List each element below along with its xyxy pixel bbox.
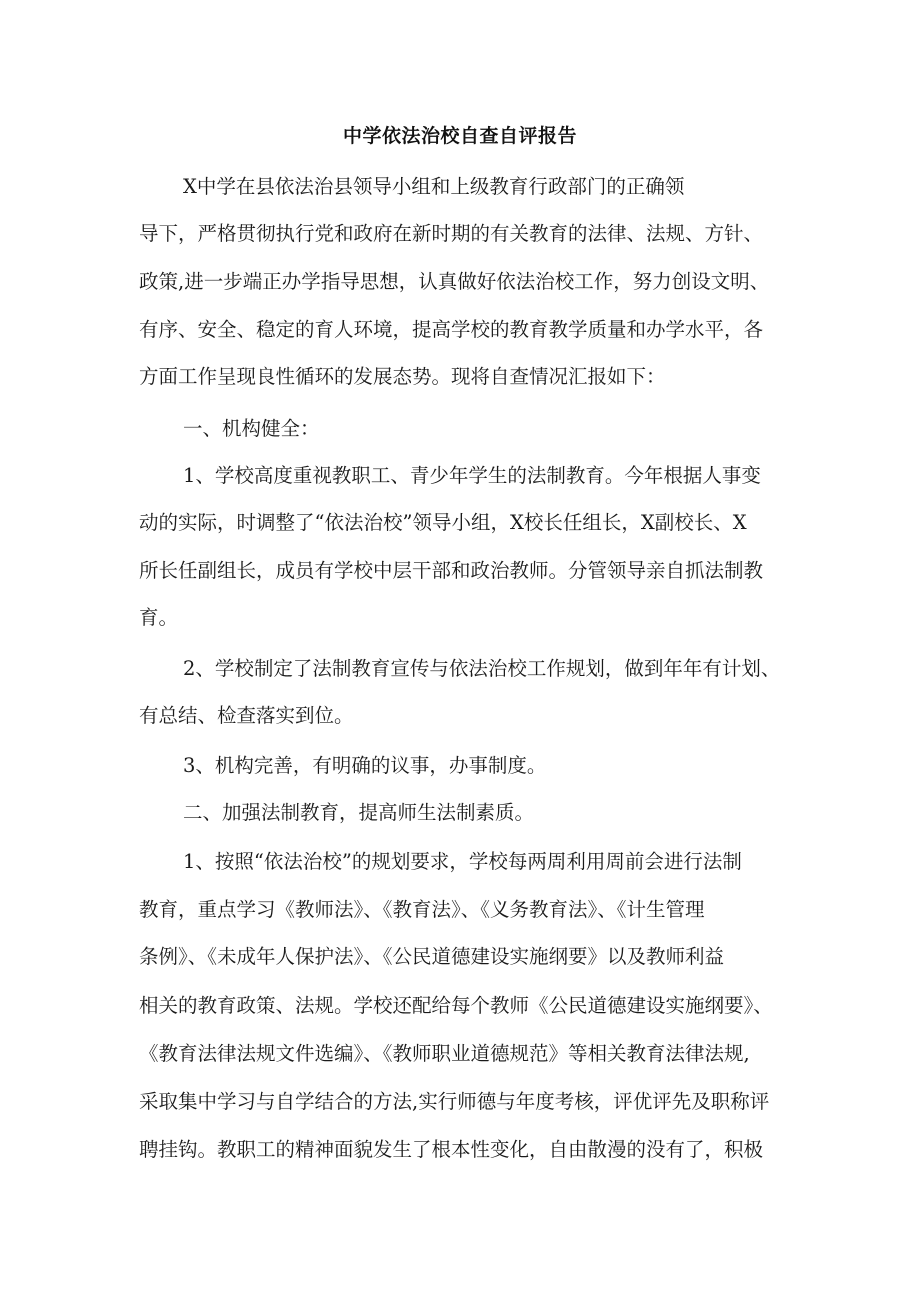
paragraph-line: 采取集中学习与自学结合的方法,实行师德与年度考核，评优评先及职称评 (139, 1090, 770, 1113)
paragraph-line: 教育，重点学习《教师法》、《教育法》、《义务教育法》、《计生管理 (139, 898, 705, 921)
paragraph-line: 有总结、检查落实到位。 (139, 704, 354, 727)
paragraph-line: 1、按照“依法治校”的规划要求，学校每两周利用周前会进行法制 (183, 850, 742, 873)
paragraph-line: 相关的教育政策、法规。学校还配给每个教师《公民道德建设实施纲要》、 (139, 994, 773, 1017)
paragraph-line: 政策,进一步端正办学指导思想，认真做好依法治校工作，努力创设文明、 (139, 270, 770, 293)
section-heading: 一、机构健全： (183, 417, 320, 440)
paragraph-line: 《教育法律法规文件选编》、《教师职业道德规范》等相关教育法律法规, (139, 1042, 750, 1065)
paragraph-line: 方面工作呈现良性循环的发展态势。现将自查情况汇报如下： (139, 365, 666, 388)
paragraph-line: 聘挂钩。教职工的精神面貌发生了根本性变化，自由散漫的没有了，积极 (139, 1138, 764, 1161)
paragraph-line: X中学在县依法治县领导小组和上级教育行政部门的正确领 (183, 175, 685, 198)
paragraph-line: 3、机构完善，有明确的议事，办事制度。 (183, 754, 547, 777)
document-title: 中学依法治校自查自评报告 (342, 125, 577, 147)
paragraph-line: 2、学校制定了法制教育宣传与依法治校工作规划，做到年年有计划、 (183, 657, 781, 680)
paragraph-line: 动的实际，时调整了“依法治校”领导小组，X校长任组长，X副校长、X (139, 511, 747, 534)
paragraph-line: 育。 (139, 606, 179, 629)
paragraph-line: 条例》、《未成年人保护法》、《公民道德建设实施纲要》以及教师利益 (139, 945, 725, 968)
paragraph-line: 所长任副组长，成员有学校中层干部和政治教师。分管领导亲自抓法制教 (139, 559, 764, 582)
paragraph-line: 导下，严格贯彻执行党和政府在新时期的有关教育的法律、法规、方针、 (139, 222, 764, 245)
paragraph-line: 1、学校高度重视教职工、青少年学生的法制教育。今年根据人事变 (183, 464, 761, 487)
paragraph-line: 有序、安全、稳定的育人环境，提高学校的教育教学质量和办学水平，各 (139, 318, 764, 341)
section-heading: 二、加强法制教育，提高师生法制素质。 (183, 801, 535, 824)
